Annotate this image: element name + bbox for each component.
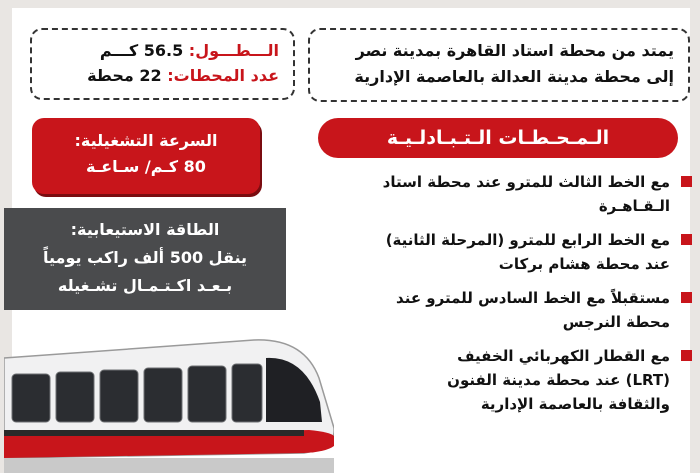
item-line: (LRT) عند محطة مدينة الفنون (447, 371, 670, 389)
stations-label: عدد المحطات: (167, 66, 279, 85)
length-value: 56.5 كـــم (99, 41, 184, 60)
item-line: محطة النرجس (562, 313, 670, 331)
bullet-icon (681, 234, 692, 245)
list-item (302, 170, 692, 218)
interchange-list (302, 170, 692, 426)
speed-label: السرعة التشغيلية: (74, 131, 218, 150)
item-line: مع الخط الثالث للمترو عند محطة استاد (382, 173, 670, 191)
item-line: عند محطة هشام بركات (498, 255, 670, 273)
capacity-note: بـعـد اكـتـمـال تشـغيله (57, 276, 233, 295)
stations-row (46, 63, 279, 88)
frame-top (0, 0, 700, 8)
bullet-icon (681, 176, 692, 187)
item-line: والثقافة بالعاصمة الإدارية (480, 395, 670, 413)
speed-box (32, 118, 260, 194)
item-line: مع الخط الرابع للمترو (المرحلة الثانية) (385, 231, 670, 249)
capacity-value: ينقل 500 ألف راكب يومياً (43, 248, 247, 267)
bullet-icon (681, 292, 692, 303)
length-label: الـــطـــول: (188, 41, 279, 60)
interchange-header: الـمـحـطـات الـتـبـادلـيـة (318, 118, 678, 158)
list-item (302, 228, 692, 276)
item-line: مستقبلاً مع الخط السادس للمترو عند (396, 289, 670, 307)
route-line-1: يمتد من محطة استاد القاهرة بمدينة نصر (355, 41, 674, 60)
list-item (302, 344, 692, 416)
item-line: الـقـاهـرة (598, 197, 670, 215)
capacity-label: الطاقة الاستيعابية: (70, 220, 220, 239)
capacity-box (4, 208, 286, 310)
list-item (302, 286, 692, 334)
speed-value: 80 كـم/ سـاعـة (86, 157, 206, 176)
length-stations-box (30, 28, 295, 100)
monorail-train-illustration (4, 318, 334, 473)
stations-value: 22 محطة (87, 66, 162, 85)
route-line-2: إلى محطة مدينة العدالة بالعاصمة الإدارية (354, 67, 674, 86)
item-line: مع القطار الكهربائي الخفيف (457, 347, 670, 365)
length-row (46, 38, 279, 63)
train-body (4, 340, 334, 473)
route-description-box (308, 28, 690, 102)
bullet-icon (681, 350, 692, 361)
